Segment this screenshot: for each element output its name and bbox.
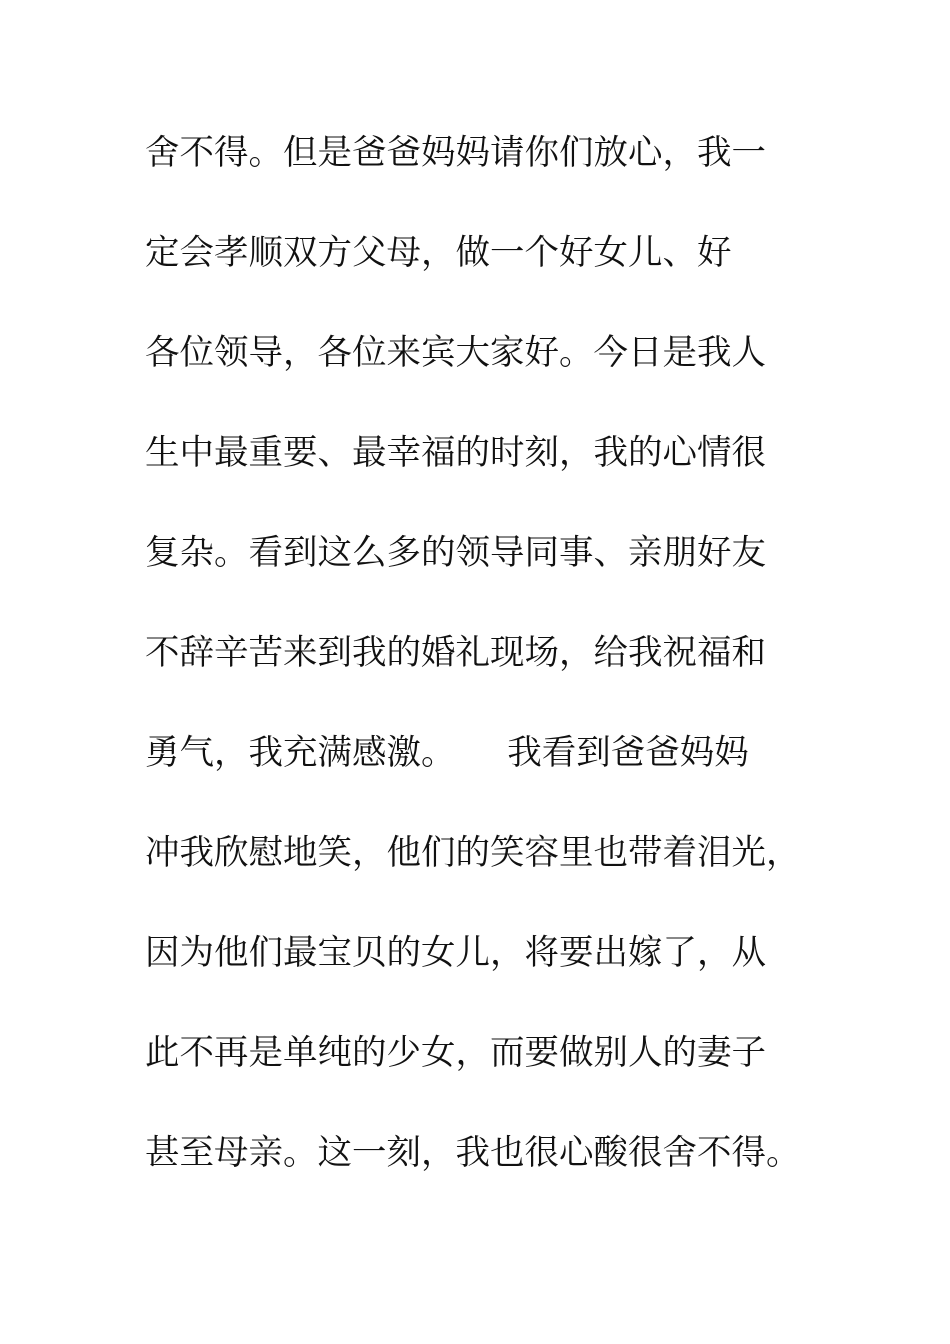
text-line-6: 不辞辛苦来到我的婚礼现场，给我祝福和: [145, 633, 766, 673]
document-text-body: [145, 128, 845, 1228]
text-line-5: 复杂。看到这么多的领导同事、亲朋好友: [145, 533, 766, 573]
text-line-3: 各位领导，各位来宾大家好。今日是我人: [145, 333, 766, 373]
text-line-1: 舍不得。但是爸爸妈妈请你们放心，我一: [145, 133, 766, 173]
text-line-2: 定会孝顺双方父母，做一个好女儿、好: [145, 233, 732, 273]
text-line-7: 勇气，我充满感激。 我看到爸爸妈妈: [145, 733, 749, 773]
text-line-11: 甚至母亲。这一刻，我也很心酸很舍不得。: [145, 1133, 801, 1173]
text-line-4: 生中最重要、最幸福的时刻，我的心情很: [145, 433, 766, 473]
text-line-9: 因为他们最宝贝的女儿，将要出嫁了，从: [145, 933, 766, 973]
text-line-8: 冲我欣慰地笑，他们的笑容里也带着泪光，: [145, 833, 801, 873]
text-line-10: 此不再是单纯的少女，而要做别人的妻子: [145, 1033, 766, 1073]
